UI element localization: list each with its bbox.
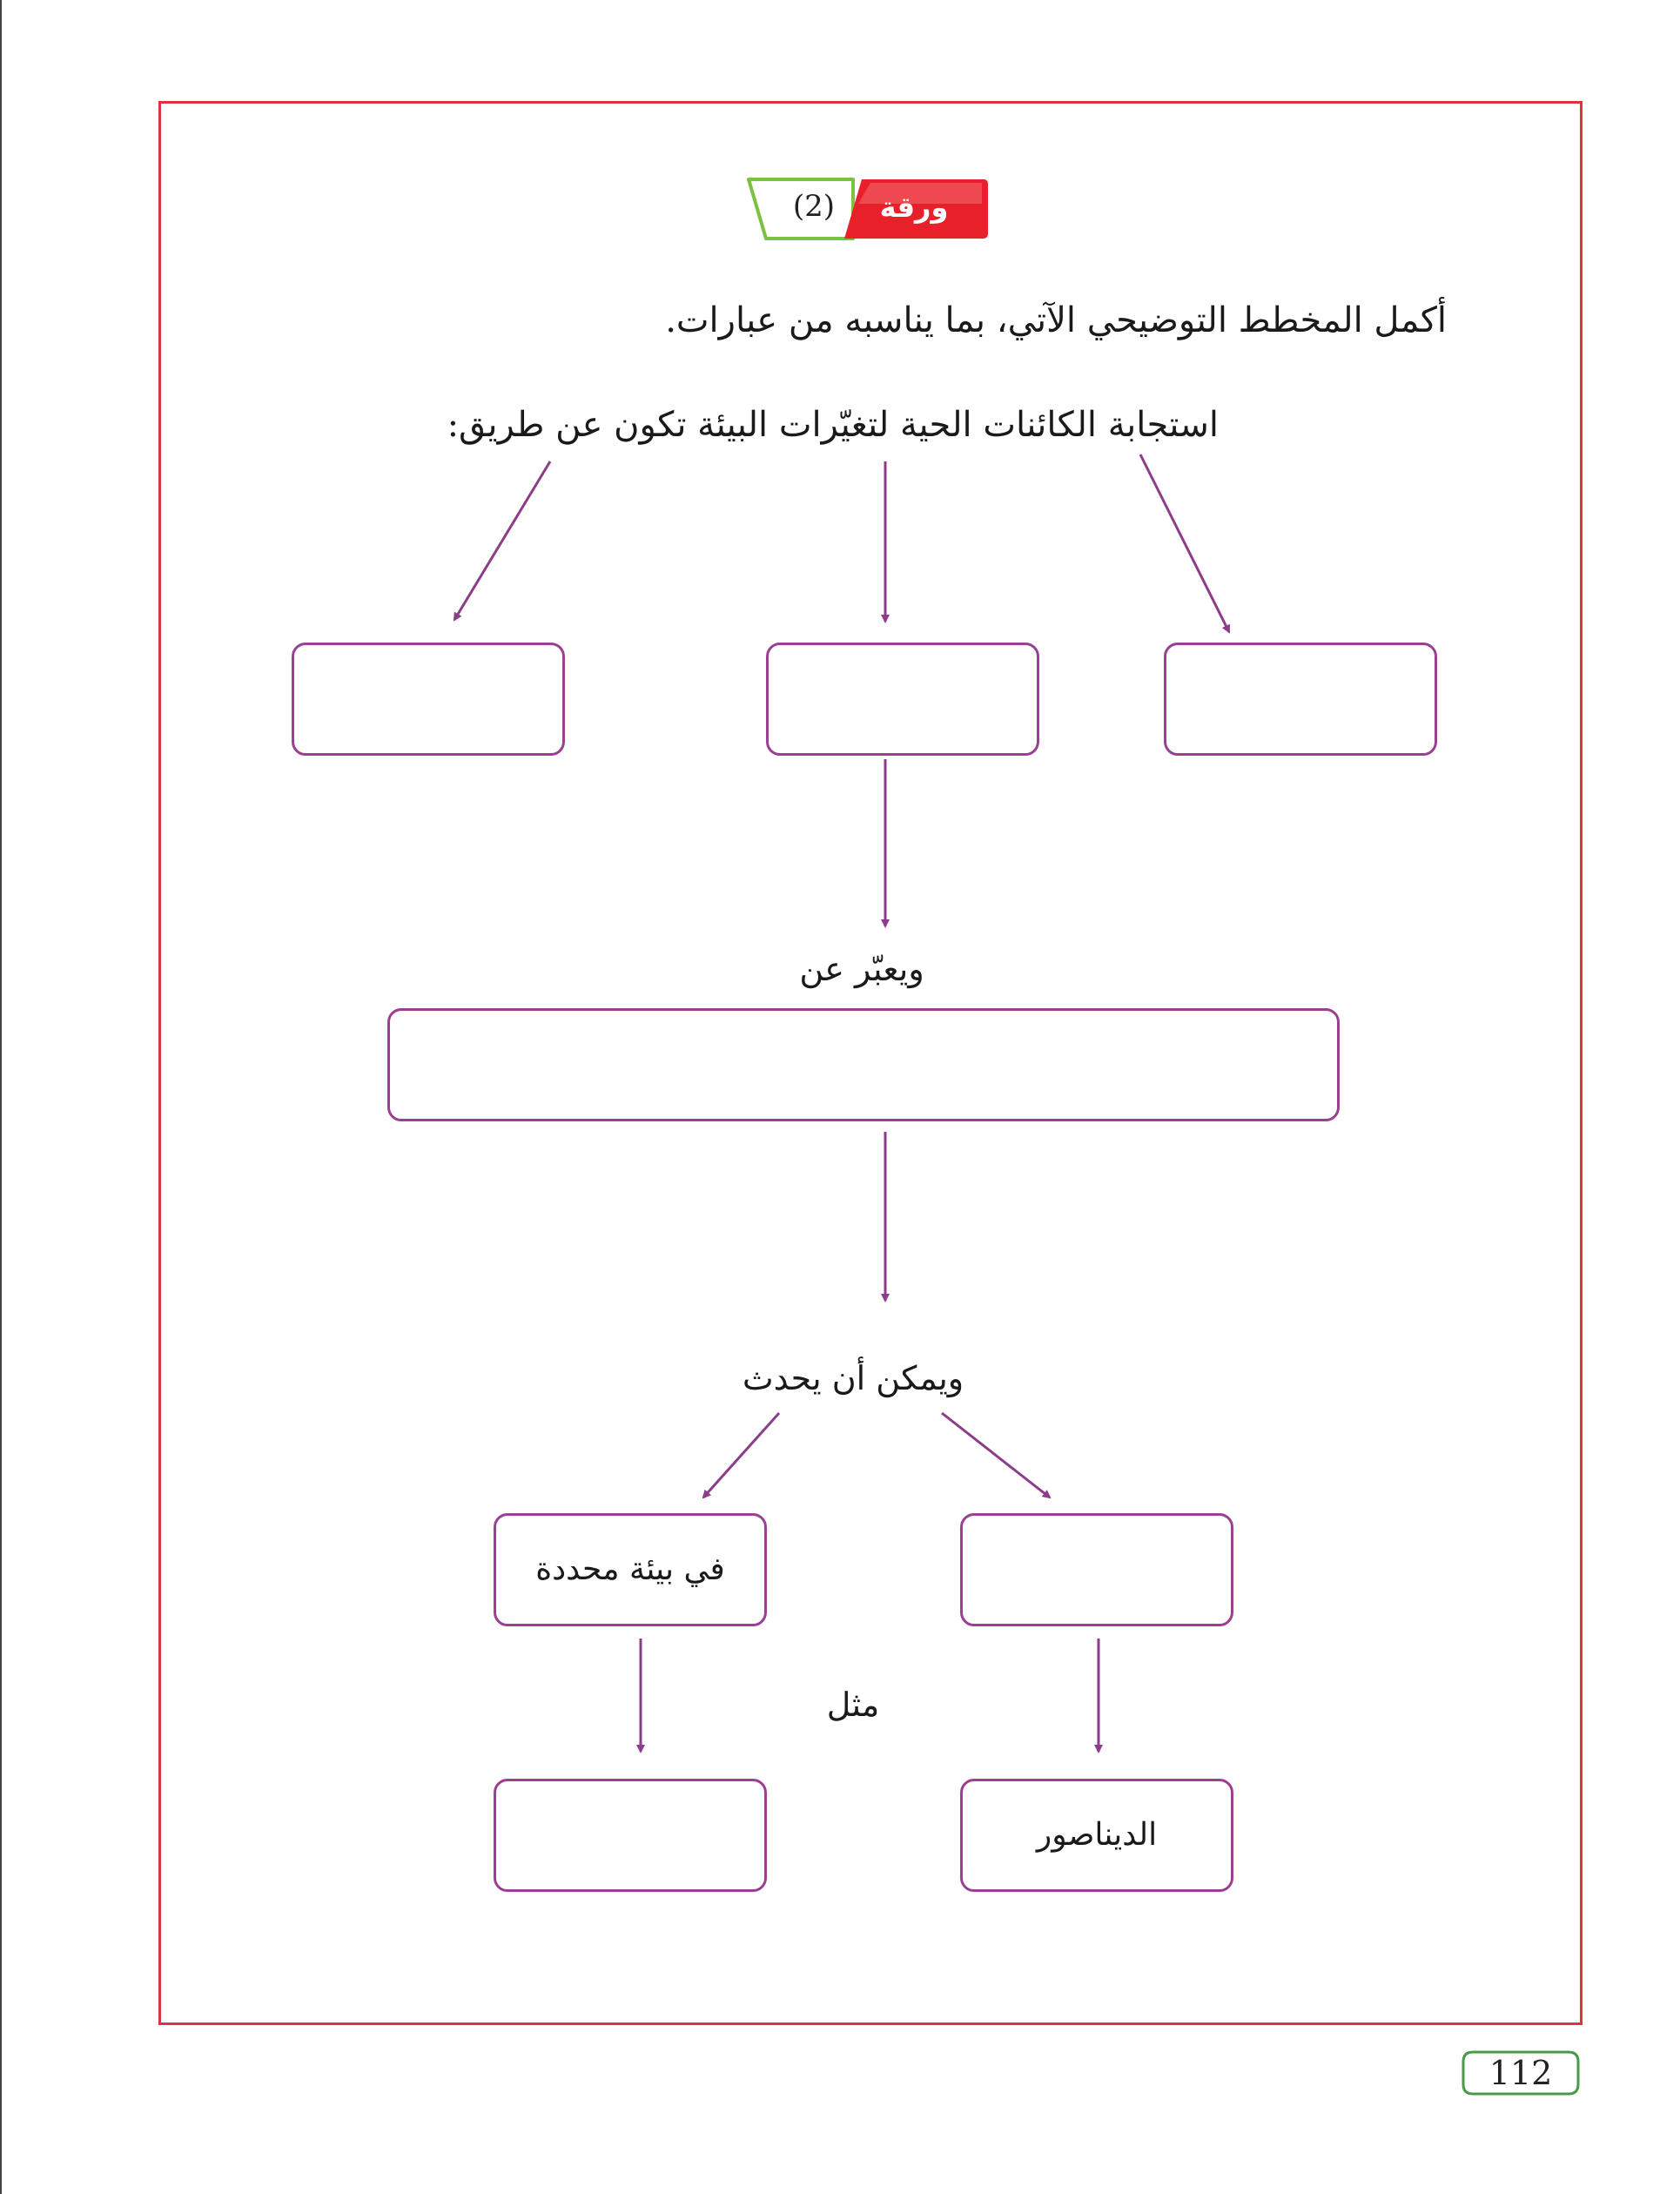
answer-box-wide[interactable]: [387, 1008, 1340, 1121]
answer-box-center[interactable]: [766, 643, 1039, 756]
instruction-text: أكمل المخطط التوضيحي الآتي، بما يناسبه من عبارات.: [665, 300, 1447, 340]
worksheet-number: (2): [792, 189, 836, 224]
box-specific-environment: [494, 1513, 767, 1626]
answer-box-level3-right[interactable]: [960, 1513, 1233, 1626]
page-number: 112: [1488, 2054, 1553, 2092]
box-specific-environment-label: في بيئة محددة: [535, 1551, 725, 1587]
box-dinosaur-label: الديناصور: [1036, 1817, 1158, 1853]
answer-box-bottom-left[interactable]: [494, 1779, 767, 1892]
box-dinosaur: [960, 1779, 1233, 1892]
may-occur-text: ويمكن أن يحدث: [742, 1359, 964, 1397]
expressed-by-text: ويعبّر عن: [799, 950, 924, 988]
worksheet-label: ورقة عمل: [879, 191, 949, 273]
answer-box-left[interactable]: [292, 643, 565, 756]
diagram-root-text: استجابة الكائنات الحية لتغيّرات البيئة تكون عن طريق:: [447, 405, 1219, 445]
answer-box-right[interactable]: [1164, 643, 1437, 756]
example-text: مثل: [826, 1686, 880, 1724]
